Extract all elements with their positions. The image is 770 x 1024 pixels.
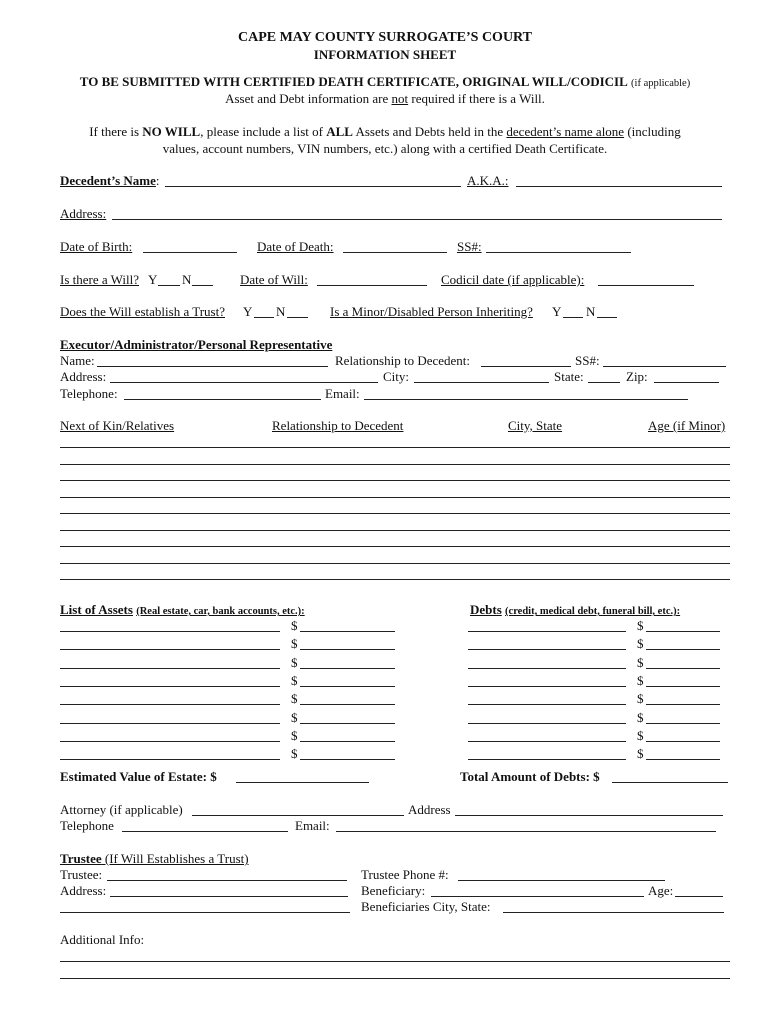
aka-field[interactable] [516, 186, 722, 187]
no-will-instructions-2: values, account numbers, VIN numbers, etc.) along with a certified Death Certificate. [162, 141, 608, 156]
debt-dollar-sign: $ [637, 709, 644, 725]
asset-value-field[interactable] [300, 686, 395, 687]
decedent-name-row [60, 173, 160, 188]
total-debts-dollar: $ [593, 769, 600, 784]
kin-row-line[interactable] [60, 497, 730, 498]
additional-info-line-2[interactable] [60, 978, 730, 979]
kin-row-line[interactable] [60, 579, 730, 580]
decedent-name-field[interactable] [165, 186, 461, 187]
debts-heading: Debts [470, 602, 502, 617]
asset-debt-note [0, 91, 770, 106]
estimated-value-field[interactable] [236, 782, 369, 783]
beneficiary-age-label: Age: [648, 883, 674, 898]
asset-debt-not: not [391, 91, 409, 106]
address-label: Address: [60, 206, 107, 221]
aka-label: A.K.A.: [467, 173, 509, 188]
trustee-label: Trustee: [60, 867, 103, 882]
kin-col-age: Age (if Minor) [648, 418, 726, 433]
submit-note: (if applicable) [631, 78, 691, 89]
trust-n-label: N [276, 304, 286, 319]
nowill-c: , please include a list of [200, 124, 327, 139]
executor-name-field[interactable] [97, 366, 328, 367]
debt-description-field[interactable] [468, 704, 626, 705]
no-will-instructions [0, 124, 770, 139]
nowill-a: If there is [89, 124, 143, 139]
codicil-field[interactable] [598, 285, 694, 286]
debt-description-field[interactable] [468, 649, 626, 650]
debt-value-field[interactable] [646, 741, 720, 742]
executor-address-label: Address: [60, 369, 107, 384]
debt-value-field[interactable] [646, 759, 720, 760]
executor-relationship-label: Relationship to Decedent: [335, 353, 471, 368]
date-of-will-label: Date of Will: [240, 272, 308, 287]
debt-value-field[interactable] [646, 686, 720, 687]
date-of-will-field[interactable] [317, 285, 427, 286]
additional-info-label: Additional Info: [60, 932, 145, 947]
asset-value-field[interactable] [300, 759, 395, 760]
nowill-d: ALL [326, 124, 353, 139]
nowill-b: NO WILL [142, 124, 201, 139]
attorney-email-field[interactable] [336, 831, 716, 832]
debt-description-field[interactable] [468, 723, 626, 724]
executor-heading: Executor/Administrator/Personal Representative [60, 337, 333, 352]
decedent-name-colon: : [155, 173, 160, 188]
executor-zip-label: Zip: [626, 369, 648, 384]
codicil-label: Codicil date (if applicable): [441, 272, 585, 287]
debts-heading-note: (credit, medical debt, funeral bill, etc.): [505, 606, 681, 617]
executor-name-label: Name: [60, 353, 95, 368]
asset-description-field[interactable] [60, 686, 280, 687]
beneficiaries-city-field[interactable] [503, 912, 724, 913]
assets-heading-row [60, 602, 305, 619]
debt-value-field[interactable] [646, 631, 720, 632]
kin-col-name: Next of Kin/Relatives [60, 418, 175, 433]
attorney-label: Attorney (if applicable) [60, 802, 183, 817]
decedent-name-label: Decedent’s Name [60, 173, 156, 188]
form-subtitle: INFORMATION SHEET [313, 47, 457, 62]
asset-value-field[interactable] [300, 741, 395, 742]
submit-instructions [0, 74, 770, 91]
debt-value-field[interactable] [646, 668, 720, 669]
executor-telephone-field[interactable] [124, 399, 321, 400]
executor-relationship-field[interactable] [481, 366, 571, 367]
asset-description-field[interactable] [60, 631, 280, 632]
kin-row-line[interactable] [60, 480, 730, 481]
trust-y-label: Y [243, 304, 253, 319]
debt-dollar-sign: $ [637, 727, 644, 743]
minor-y-field[interactable] [563, 317, 583, 318]
attorney-address-field[interactable] [455, 815, 723, 816]
beneficiary-label: Beneficiary: [361, 883, 426, 898]
debt-description-field[interactable] [468, 631, 626, 632]
asset-value-field[interactable] [300, 723, 395, 724]
total-debts-field[interactable] [612, 782, 728, 783]
asset-description-field[interactable] [60, 704, 280, 705]
asset-description-field[interactable] [60, 668, 280, 669]
executor-city-field[interactable] [414, 382, 549, 383]
form-title: CAPE MAY COUNTY SURROGATE’S COURT [237, 30, 533, 45]
asset-dollar-sign: $ [291, 709, 298, 725]
estimated-label-text: Estimated Value of Estate: [60, 769, 207, 784]
dob-label: Date of Birth: [60, 239, 133, 254]
attorney-telephone-field[interactable] [122, 831, 288, 832]
trustee-extra-field[interactable] [60, 912, 350, 913]
asset-description-field[interactable] [60, 759, 280, 760]
trustee-field[interactable] [107, 880, 347, 881]
additional-info-line-1[interactable] [60, 961, 730, 962]
debt-value-field[interactable] [646, 649, 720, 650]
asset-debt-text-a: Asset and Debt information are [225, 91, 392, 106]
kin-row-line[interactable] [60, 464, 730, 465]
debt-value-field[interactable] [646, 723, 720, 724]
debt-description-field[interactable] [468, 668, 626, 669]
asset-dollar-sign: $ [291, 727, 298, 743]
trust-y-field[interactable] [254, 317, 274, 318]
nowill-f: decedent’s name alone [506, 124, 625, 139]
attorney-email-label: Email: [295, 818, 330, 833]
minor-n-label: N [586, 304, 596, 319]
asset-dollar-sign: $ [291, 672, 298, 688]
asset-description-field[interactable] [60, 649, 280, 650]
will-question: Is there a Will? [60, 272, 140, 287]
total-debts-text: Total Amount of Debts: [460, 769, 590, 784]
trust-question: Does the Will establish a Trust? [60, 304, 225, 319]
asset-value-field[interactable] [300, 649, 395, 650]
ss-field[interactable] [486, 252, 631, 253]
attorney-telephone-label: Telephone [60, 818, 114, 833]
dod-label: Date of Death: [257, 239, 334, 254]
executor-zip-field[interactable] [654, 382, 719, 383]
debt-dollar-sign: $ [637, 746, 644, 762]
executor-email-label: Email: [325, 386, 360, 401]
asset-dollar-sign: $ [291, 746, 298, 762]
executor-state-field[interactable] [588, 382, 620, 383]
asset-description-field[interactable] [60, 723, 280, 724]
trustee-address-label: Address: [60, 883, 107, 898]
executor-address-field[interactable] [110, 382, 378, 383]
will-y-field[interactable] [158, 285, 180, 286]
nowill-g: (including [624, 124, 681, 139]
debt-value-field[interactable] [646, 704, 720, 705]
attorney-address-label: Address [408, 802, 451, 817]
will-y-label: Y [148, 272, 158, 287]
estimated-dollar: $ [210, 769, 217, 784]
trustee-heading-row [60, 851, 249, 866]
total-debts-label [460, 769, 600, 784]
asset-debt-text-b: required if there is a Will. [408, 91, 545, 106]
debt-dollar-sign: $ [637, 672, 644, 688]
kin-row-line[interactable] [60, 563, 730, 564]
asset-value-field[interactable] [300, 668, 395, 669]
assets-heading: List of Assets [60, 602, 133, 617]
minor-n-field[interactable] [597, 317, 617, 318]
kin-row-line[interactable] [60, 530, 730, 531]
attorney-field[interactable] [192, 815, 404, 816]
asset-dollar-sign: $ [291, 618, 298, 633]
ss-label: SS#: [457, 239, 482, 254]
debt-dollar-sign: $ [637, 618, 644, 633]
dob-field[interactable] [143, 252, 237, 253]
estimated-value-label [60, 769, 217, 784]
asset-value-field[interactable] [300, 631, 395, 632]
asset-value-field[interactable] [300, 704, 395, 705]
executor-ss-field[interactable] [603, 366, 726, 367]
kin-row-line[interactable] [60, 546, 730, 547]
debt-dollar-sign: $ [637, 691, 644, 707]
dod-field[interactable] [343, 252, 447, 253]
trustee-heading: Trustee [60, 851, 102, 866]
debt-dollar-sign: $ [637, 636, 644, 652]
trustee-phone-field[interactable] [458, 880, 665, 881]
will-n-field[interactable] [192, 285, 213, 286]
trustee-address-field[interactable] [110, 896, 348, 897]
asset-description-field[interactable] [60, 741, 280, 742]
assets-heading-note: (Real estate, car, bank accounts, etc.): [136, 606, 305, 617]
kin-row-line[interactable] [60, 513, 730, 514]
executor-city-label: City: [383, 369, 410, 384]
address-field[interactable] [112, 219, 722, 220]
debt-dollar-sign: $ [637, 654, 644, 670]
minor-y-label: Y [552, 304, 562, 319]
asset-dollar-sign: $ [291, 654, 298, 670]
executor-state-label: State: [554, 369, 584, 384]
kin-col-city: City, State [508, 418, 563, 433]
debt-description-field[interactable] [468, 759, 626, 760]
asset-dollar-sign: $ [291, 636, 298, 652]
beneficiaries-city-label: Beneficiaries City, State: [361, 899, 491, 914]
debt-description-field[interactable] [468, 741, 626, 742]
will-n-label: N [182, 272, 192, 287]
beneficiary-age-field[interactable] [675, 896, 723, 897]
trustee-phone-label: Trustee Phone #: [361, 867, 449, 882]
submit-main: TO BE SUBMITTED WITH CERTIFIED DEATH CERTIFICATE, ORIGINAL WILL/CODICIL [79, 74, 628, 89]
kin-row-line[interactable] [60, 447, 730, 448]
nowill-e: Assets and Debts held in the [352, 124, 507, 139]
executor-email-field[interactable] [364, 399, 688, 400]
executor-ss-label: SS#: [575, 353, 600, 368]
trust-n-field[interactable] [287, 317, 308, 318]
debt-description-field[interactable] [468, 686, 626, 687]
asset-dollar-sign: $ [291, 691, 298, 707]
minor-question: Is a Minor/Disabled Person Inheriting? [330, 304, 533, 319]
beneficiary-field[interactable] [431, 896, 644, 897]
kin-col-relationship: Relationship to Decedent [272, 418, 404, 433]
executor-telephone-label: Telephone: [60, 386, 118, 401]
trustee-heading-note: (If Will Establishes a Trust) [101, 851, 249, 866]
debts-heading-row [470, 602, 680, 619]
